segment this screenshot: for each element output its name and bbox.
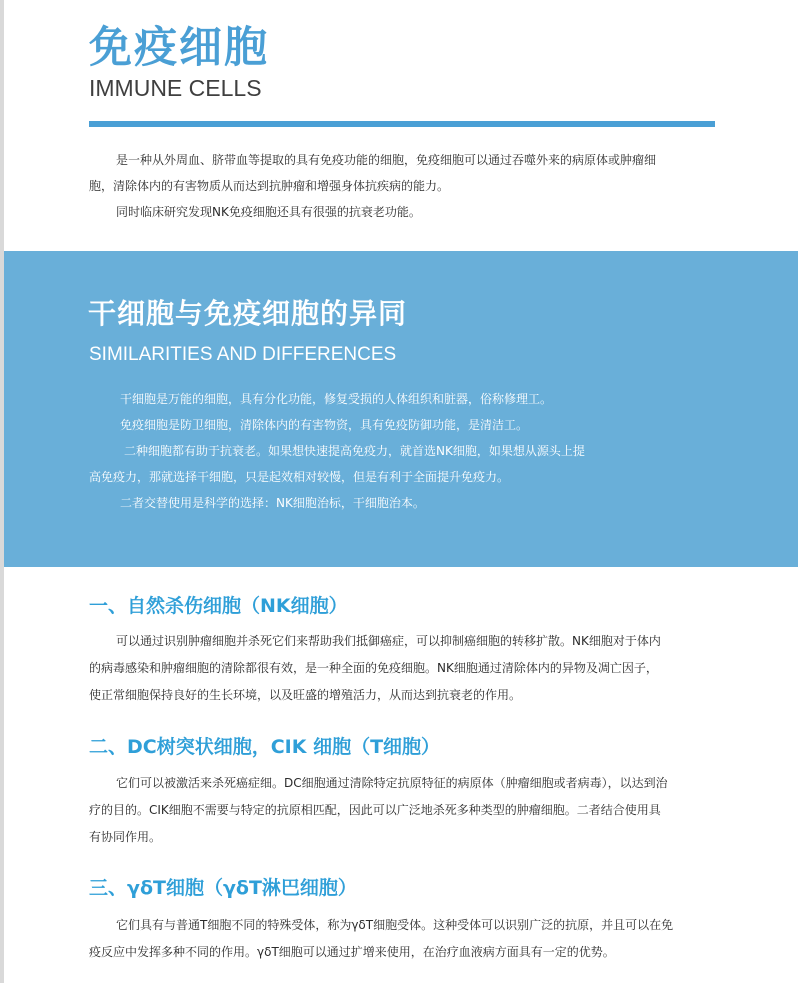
section-line: 它们可以被激活来杀死癌症细。DC细胞通过清除特定抗原特征的病原体（肿瘤细胞或者病毒），以达到治 <box>116 776 668 790</box>
section-title-nk: 一、自然杀伤细胞（NK细胞） <box>89 595 348 617</box>
band-line: 免疫细胞是防卫细胞，清除体内的有害物资，具有免疫防御功能，是清洁工。 <box>120 418 529 432</box>
page-subtitle: IMMUNE CELLS <box>89 75 262 101</box>
section-line: 疗的目的。CIK细胞不需要与特定的抗原相匹配，因此可以广泛地杀死多种类型的肿瘤细胞。二者结合使用具 <box>89 803 661 817</box>
band-title: 干细胞与免疫细胞的异同 <box>88 297 408 330</box>
section-title-dc-cik: 二、DC树突状细胞，CIK 细胞（T细胞） <box>89 736 441 758</box>
section-line: 可以通过识别肿瘤细胞并杀死它们来帮助我们抵御癌症，可以抑制癌细胞的转移扩散。NK细胞对于体内 <box>116 634 661 648</box>
section-line: 疫反应中发挥多种不同的作用。γδT细胞可以通过扩增来使用，在治疗血液病方面具有一定的优势。 <box>89 945 615 959</box>
band-subtitle: SIMILARITIES AND DIFFERENCES <box>89 344 397 365</box>
band-line: 高免疫力，那就选择干细胞，只是起效相对较慢，但是有利于全面提升免疫力。 <box>89 470 510 484</box>
section-line: 它们具有与普通T细胞不同的特殊受体，称为γδT细胞受体。这种受体可以识别广泛的抗原，并且可以在免 <box>116 918 674 932</box>
band-line: 二种细胞都有助于抗衰老。如果想快速提高免疫力，就首选NK细胞，如果想从源头上提 <box>124 444 585 458</box>
intro-line: 同时临床研究发现NK免疫细胞还具有很强的抗衰老功能。 <box>116 205 421 219</box>
section-line: 的病毒感染和肿瘤细胞的清除都很有效，是一种全面的免疫细胞。NK细胞通过清除体内的异物及凋亡因子， <box>89 661 658 675</box>
section-line: 有协同作用。 <box>89 830 162 844</box>
section-line: 使正常细胞保持良好的生长环境，以及旺盛的增殖活力，从而达到抗衰老的作用。 <box>89 688 522 702</box>
band-line: 干细胞是万能的细胞，具有分化功能，修复受损的人体组织和脏器，俗称修理工。 <box>120 392 553 406</box>
page-title: 免疫细胞 <box>89 23 269 73</box>
title-divider <box>89 121 715 127</box>
section-title-gamma-delta: 三、γδT细胞（γδT淋巴细胞） <box>89 877 357 899</box>
intro-line: 胞，清除体内的有害物质从而达到抗肿瘤和增强身体抗疾病的能力。 <box>89 179 450 193</box>
band-line: 二者交替使用是科学的选择：NK细胞治标，干细胞治本。 <box>120 496 425 510</box>
intro-line: 是一种从外周血、脐带血等提取的具有免疫功能的细胞，免疫细胞可以通过吞噬外来的病原体或肿瘤细 <box>116 153 657 167</box>
